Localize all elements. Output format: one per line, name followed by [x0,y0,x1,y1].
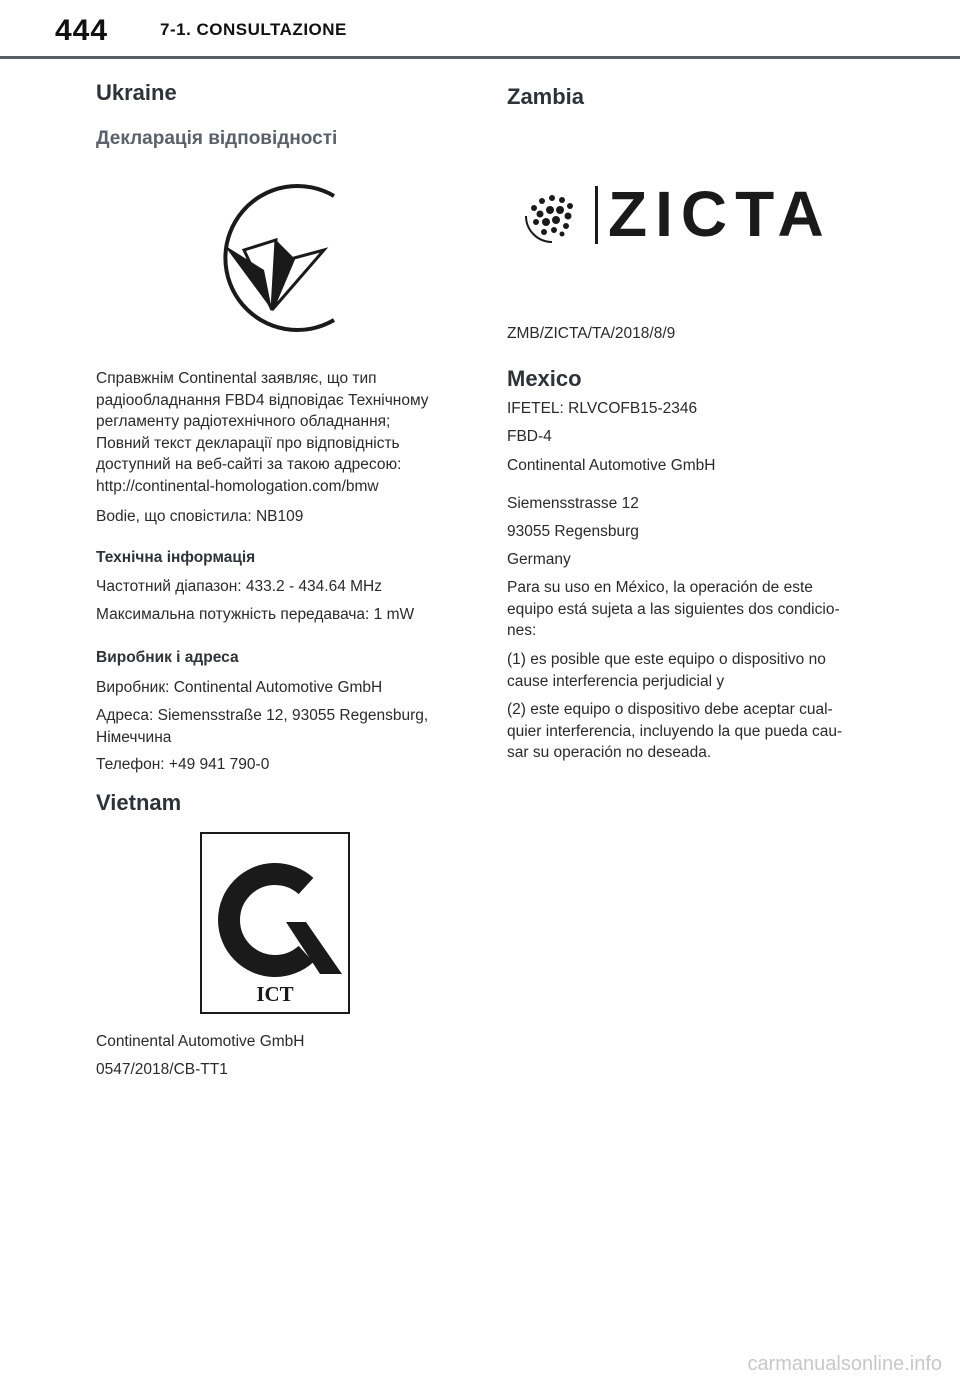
condition-line: quier interferencia, incluyendo la que pueda cau- [507,722,843,740]
condition-line: sar su operación no deseada. [507,744,712,761]
zicta-globe-icon [522,186,582,244]
ict-logo-text: ICT [256,982,294,1006]
declaration-url: http://continental-homologation.com/bmw [96,477,379,495]
header-divider [0,56,960,59]
mexico-condition-2 [507,699,877,764]
declaration-line: Справжнім Continental заявляє, що тип [96,370,377,387]
mexico-ifetel: IFETEL: RLVCOFB15-2346 [507,400,698,417]
vietnam-company: Continental Automotive GmbH [96,1033,305,1050]
ukraine-conformity-logo-icon [194,180,354,340]
chapter-title: 7-1. CONSULTAZIONE [160,20,347,39]
ukraine-declaration-heading: Декларація відповідності [96,128,338,149]
zambia-heading: Zambia [507,84,585,109]
declaration-line: радіообладнання FBD4 відповідає Технічному [96,391,429,409]
ukraine-heading: Ukraine [96,80,177,105]
address-line: Німеччина [96,728,172,746]
declaration-line: Повний текст декларації про відповідність [96,434,400,452]
vietnam-ict-logo [200,832,350,1014]
intro-line: equipo está sujeta a las siguientes dos condicio- [507,600,840,618]
zicta-logo [522,178,852,252]
vietnam-heading: Vietnam [96,790,182,815]
vietnam-code: 0547/2018/CB-TT1 [96,1061,228,1078]
frequency-range: Частотний діапазон: 433.2 - 434.64 MHz [96,578,382,595]
tech-info-heading: Технічна інформація [96,549,256,566]
mexico-city: 93055 Regensburg [507,523,639,540]
watermark: carmanualsonline.info [747,1353,942,1375]
zicta-logo-divider [595,186,598,244]
mexico-company: Continental Automotive GmbH [507,457,716,474]
condition-line: (1) es posible que este equipo o dispositivo no [507,651,826,668]
manufacturer-heading: Виробник і адреса [96,649,239,666]
mexico-intro [507,577,877,642]
manufacturer-phone: Телефон: +49 941 790-0 [96,756,270,773]
page-number: 444 [55,14,109,47]
mexico-model: FBD-4 [507,428,552,445]
condition-line: cause interferencia perjudicial y [507,672,725,690]
intro-line: Para su uso en México, la operación de este [507,579,813,596]
manufacturer: Виробник: Continental Automotive GmbH [96,679,383,696]
declaration-line: регламенту радіотехнічного обладнання; [96,413,391,430]
ukraine-declaration-text [96,368,466,497]
address-line: Адреса: Siemensstraße 12, 93055 Regensburg, [96,707,429,724]
declaration-line: доступний на веб-сайті за такою адресою: [96,456,402,473]
zicta-logo-text: ZICTA [608,178,832,250]
manufacturer-address [96,705,466,748]
max-power: Максимальна потужність передавача: 1 mW [96,606,415,623]
mexico-street: Siemensstrasse 12 [507,495,639,512]
mexico-condition-1 [507,649,877,692]
zambia-code: ZMB/ZICTA/TA/2018/8/9 [507,325,676,342]
mexico-heading: Mexico [507,366,582,391]
ukraine-notified-body: Bodie, що сповістила: NB109 [96,508,304,525]
page-header [0,0,960,60]
intro-line: nes: [507,622,537,639]
mexico-country: Germany [507,551,571,568]
condition-line: (2) este equipo o dispositivo debe aceptar cual- [507,701,833,718]
